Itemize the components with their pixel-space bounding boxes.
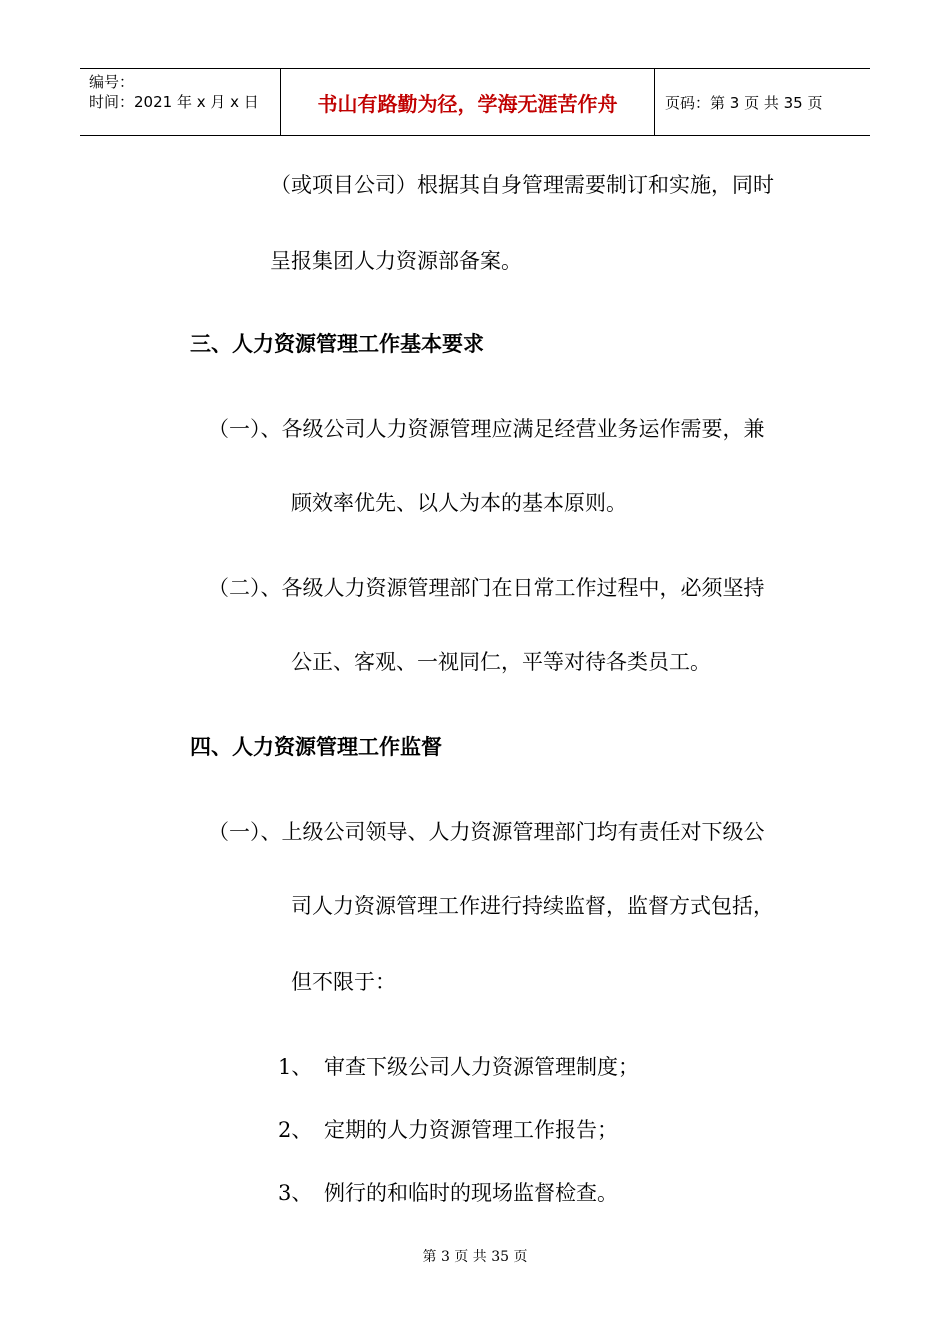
numbered-item-text: 定期的人力资源管理工作报告； (324, 1118, 618, 1142)
page-footer: 第 3 页 共 35 页 (422, 1249, 528, 1265)
section-heading-4: 四、人力资源管理工作监督 (190, 735, 442, 759)
numbered-item-number: 2、 (278, 1118, 313, 1142)
header-motto: 书山有路勤为径，学海无涯苦作舟 (281, 69, 655, 135)
header-meta (80, 69, 281, 135)
numbered-item-number: 1、 (278, 1055, 313, 1079)
list-item-3-2-line1: （二）、各级人力资源管理部门在日常工作过程中，必须坚持 (208, 576, 765, 600)
list-item-4-1-line3: 但不限于： (291, 970, 396, 994)
document-date-label: 时间：2021 年 x 月 x 日 (89, 93, 259, 111)
paragraph-line: （或项目公司）根据其自身管理需要制订和实施，同时 (270, 173, 774, 197)
header-page-info: 页码：第 3 页 共 35 页 (665, 93, 823, 112)
list-item-3-1-line1: （一）、各级公司人力资源管理应满足经营业务运作需要，兼 (208, 417, 765, 441)
list-item-3-2-line2: 公正、客观、一视同仁，平等对待各类员工。 (291, 650, 711, 674)
numbered-item-text: 例行的和临时的现场监督检查。 (324, 1181, 618, 1205)
list-item-3-1-line2: 顾效率优先、以人为本的基本原则。 (291, 491, 627, 515)
numbered-item-number: 3、 (278, 1181, 313, 1205)
document-number-label: 编号： (89, 73, 135, 91)
list-item-4-1-line1: （一）、上级公司领导、人力资源管理部门均有责任对下级公 (208, 820, 765, 844)
page-header (80, 68, 870, 136)
section-heading-3: 三、人力资源管理工作基本要求 (190, 332, 484, 356)
numbered-item-text: 审查下级公司人力资源管理制度； (324, 1055, 639, 1079)
paragraph-line: 呈报集团人力资源部备案。 (270, 249, 522, 273)
list-item-4-1-line2: 司人力资源管理工作进行持续监督，监督方式包括， (291, 894, 774, 918)
